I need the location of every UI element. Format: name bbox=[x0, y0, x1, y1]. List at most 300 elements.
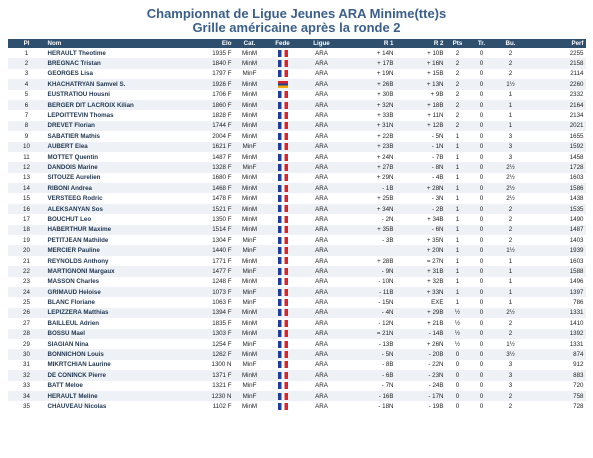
round-2-result: - 8N bbox=[396, 162, 446, 172]
player-name-link[interactable]: SITOUZE Aurelien bbox=[46, 173, 194, 183]
elo-cell: 1487 F bbox=[194, 152, 234, 162]
player-name-link[interactable]: MASSON Charles bbox=[46, 277, 194, 287]
federation-flag-icon bbox=[278, 237, 288, 244]
league-cell: ARA bbox=[300, 100, 344, 110]
round-1-result: - 18N bbox=[344, 401, 396, 411]
rank-cell: 24 bbox=[8, 287, 46, 297]
rank-cell: 6 bbox=[8, 100, 46, 110]
federation-cell bbox=[266, 152, 300, 162]
federation-cell bbox=[266, 131, 300, 141]
elo-cell: 1303 F bbox=[194, 329, 234, 339]
points-cell: 1 bbox=[446, 152, 470, 162]
round-1-result: + 34N bbox=[344, 204, 396, 214]
category-cell: MinM bbox=[234, 173, 266, 183]
tiebreak-tr-cell: 0 bbox=[470, 162, 494, 172]
player-name-link[interactable]: BREGNAC Tristan bbox=[46, 58, 194, 68]
round-1-result: - 2N bbox=[344, 214, 396, 224]
federation-flag-icon bbox=[278, 143, 288, 150]
buchholz-cell: 2 bbox=[494, 329, 528, 339]
tiebreak-tr-cell: 0 bbox=[470, 370, 494, 380]
performance-cell: 912 bbox=[528, 360, 586, 370]
points-cell: ½ bbox=[446, 308, 470, 318]
league-cell: ARA bbox=[300, 69, 344, 79]
federation-cell bbox=[266, 110, 300, 120]
round-2-result: - 5N bbox=[396, 131, 446, 141]
round-1-result: + 32N bbox=[344, 100, 396, 110]
player-name-link[interactable]: LEPOITTEVIN Thomas bbox=[46, 110, 194, 120]
federation-flag-icon bbox=[278, 164, 288, 171]
federation-cell bbox=[266, 235, 300, 245]
round-1-result: - 4N bbox=[344, 308, 396, 318]
points-cell: 1 bbox=[446, 162, 470, 172]
round-1-result: - 12N bbox=[344, 318, 396, 328]
rank-cell: 13 bbox=[8, 173, 46, 183]
player-name-link[interactable]: EUSTRATIOU Housni bbox=[46, 90, 194, 100]
round-2-result: - 24B bbox=[396, 381, 446, 391]
col-header-r1[interactable]: R 1 bbox=[344, 39, 396, 48]
table-row bbox=[8, 69, 586, 79]
league-cell: ARA bbox=[300, 142, 344, 152]
player-name-link[interactable]: VERSTEEG Rodric bbox=[46, 193, 194, 203]
league-cell: ARA bbox=[300, 245, 344, 255]
buchholz-cell: 1 bbox=[494, 110, 528, 120]
rank-cell: 28 bbox=[8, 329, 46, 339]
elo-cell: 1254 F bbox=[194, 339, 234, 349]
round-1-result bbox=[344, 245, 396, 255]
table-row bbox=[8, 100, 586, 110]
round-2-result: + 31B bbox=[396, 266, 446, 276]
player-name-link[interactable]: BONNICHON Louis bbox=[46, 349, 194, 359]
player-name-link[interactable]: BAILLEUL Adrien bbox=[46, 318, 194, 328]
category-cell: MinF bbox=[234, 297, 266, 307]
player-name-link[interactable]: GRIMAUD Heloise bbox=[46, 287, 194, 297]
buchholz-cell: 1½ bbox=[494, 79, 528, 89]
tiebreak-tr-cell: 0 bbox=[470, 266, 494, 276]
elo-cell: 1477 F bbox=[194, 266, 234, 276]
player-name-link[interactable]: MOTTET Quentin bbox=[46, 152, 194, 162]
federation-cell bbox=[266, 370, 300, 380]
points-cell: 2 bbox=[446, 69, 470, 79]
round-2-result: + 11N bbox=[396, 110, 446, 120]
buchholz-cell: 3½ bbox=[494, 349, 528, 359]
points-cell: 1 bbox=[446, 256, 470, 266]
round-1-result: + 30B bbox=[344, 90, 396, 100]
round-2-result: + 12B bbox=[396, 121, 446, 131]
tiebreak-tr-cell: 0 bbox=[470, 193, 494, 203]
buchholz-cell: 2 bbox=[494, 401, 528, 411]
player-name-link[interactable]: BOUCHUT Leo bbox=[46, 214, 194, 224]
player-name-link[interactable]: BATT Meloe bbox=[46, 381, 194, 391]
buchholz-cell: 2 bbox=[494, 235, 528, 245]
col-header-r2[interactable]: R 2 bbox=[396, 39, 446, 48]
league-cell: ARA bbox=[300, 79, 344, 89]
round-1-result: - 10N bbox=[344, 277, 396, 287]
col-header-perf[interactable]: Perf bbox=[528, 39, 586, 48]
table-row bbox=[8, 183, 586, 193]
federation-cell bbox=[266, 90, 300, 100]
league-cell: ARA bbox=[300, 48, 344, 58]
tiebreak-tr-cell: 0 bbox=[470, 318, 494, 328]
round-1-result: - 13B bbox=[344, 339, 396, 349]
category-cell: MinM bbox=[234, 48, 266, 58]
points-cell: 1 bbox=[446, 277, 470, 287]
buchholz-cell: 2 bbox=[494, 214, 528, 224]
elo-cell: 1304 F bbox=[194, 235, 234, 245]
buchholz-cell: 2 bbox=[494, 58, 528, 68]
round-2-result: + 35N bbox=[396, 235, 446, 245]
tiebreak-tr-cell: 0 bbox=[470, 235, 494, 245]
round-2-result: + 21B bbox=[396, 318, 446, 328]
col-header-ligue[interactable]: Ligue bbox=[300, 39, 344, 48]
elo-cell: 1262 F bbox=[194, 349, 234, 359]
round-1-result: + 35B bbox=[344, 225, 396, 235]
rank-cell: 32 bbox=[8, 370, 46, 380]
league-cell: ARA bbox=[300, 381, 344, 391]
buchholz-cell: 1 bbox=[494, 287, 528, 297]
round-2-result: - 17N bbox=[396, 391, 446, 401]
round-1-result: + 14N bbox=[344, 48, 396, 58]
player-name-link[interactable]: HERAULT Theotime bbox=[46, 48, 194, 58]
round-1-result: + 23B bbox=[344, 142, 396, 152]
elo-cell: 1394 F bbox=[194, 308, 234, 318]
league-cell: ARA bbox=[300, 277, 344, 287]
player-name-link[interactable]: AUBERT Elea bbox=[46, 142, 194, 152]
league-cell: ARA bbox=[300, 183, 344, 193]
performance-cell: 1588 bbox=[528, 266, 586, 276]
league-cell: ARA bbox=[300, 391, 344, 401]
league-cell: ARA bbox=[300, 308, 344, 318]
federation-cell bbox=[266, 79, 300, 89]
table-row bbox=[8, 204, 586, 214]
round-2-result: - 2B bbox=[396, 204, 446, 214]
round-1-result: - 11B bbox=[344, 287, 396, 297]
buchholz-cell: 2½ bbox=[494, 193, 528, 203]
federation-cell bbox=[266, 266, 300, 276]
federation-flag-icon bbox=[278, 403, 288, 410]
points-cell: 1 bbox=[446, 183, 470, 193]
player-name-link[interactable]: DE CONINCK Pierre bbox=[46, 370, 194, 380]
federation-cell bbox=[266, 308, 300, 318]
player-name-link[interactable]: BERGER DIT LACROIX Kilian bbox=[46, 100, 194, 110]
table-row bbox=[8, 48, 586, 58]
points-cell: 1 bbox=[446, 225, 470, 235]
col-header-pl[interactable]: Pl bbox=[8, 39, 46, 48]
round-1-result: + 19N bbox=[344, 69, 396, 79]
round-2-result: - 7B bbox=[396, 152, 446, 162]
category-cell: MinM bbox=[234, 214, 266, 224]
category-cell: MinM bbox=[234, 308, 266, 318]
points-cell: 0 bbox=[446, 401, 470, 411]
federation-flag-icon bbox=[278, 216, 288, 223]
tiebreak-tr-cell: 0 bbox=[470, 381, 494, 391]
tiebreak-tr-cell: 0 bbox=[470, 225, 494, 235]
league-cell: ARA bbox=[300, 90, 344, 100]
round-1-result: + 28B bbox=[344, 256, 396, 266]
elo-cell: 1328 F bbox=[194, 162, 234, 172]
round-2-result: - 14B bbox=[396, 329, 446, 339]
federation-cell bbox=[266, 142, 300, 152]
performance-cell: 1331 bbox=[528, 308, 586, 318]
league-cell: ARA bbox=[300, 131, 344, 141]
player-name-link[interactable]: PETITJEAN Mathilde bbox=[46, 235, 194, 245]
player-name-link[interactable]: LEPIZZERA Matthias bbox=[46, 308, 194, 318]
table-row bbox=[8, 329, 586, 339]
elo-cell: 1073 F bbox=[194, 287, 234, 297]
category-cell: MinM bbox=[234, 131, 266, 141]
rank-cell: 26 bbox=[8, 308, 46, 318]
table-row bbox=[8, 391, 586, 401]
federation-cell bbox=[266, 58, 300, 68]
federation-cell bbox=[266, 193, 300, 203]
buchholz-cell: 2½ bbox=[494, 173, 528, 183]
rank-cell: 20 bbox=[8, 245, 46, 255]
rank-cell: 7 bbox=[8, 110, 46, 120]
tiebreak-tr-cell: 0 bbox=[470, 152, 494, 162]
col-header-cat[interactable]: Cat. bbox=[234, 39, 266, 48]
player-name-link[interactable]: DREVET Florian bbox=[46, 121, 194, 131]
points-cell: 1 bbox=[446, 297, 470, 307]
round-2-result: + 28N bbox=[396, 183, 446, 193]
round-1-result: + 27B bbox=[344, 162, 396, 172]
tiebreak-tr-cell: 0 bbox=[470, 349, 494, 359]
round-1-result: - 9N bbox=[344, 266, 396, 276]
performance-cell: 728 bbox=[528, 401, 586, 411]
player-name-link[interactable]: KHACHATRYAN Samvel S. bbox=[46, 79, 194, 89]
league-cell: ARA bbox=[300, 329, 344, 339]
elo-cell: 1521 F bbox=[194, 204, 234, 214]
tiebreak-tr-cell: 0 bbox=[470, 214, 494, 224]
tiebreak-tr-cell: 0 bbox=[470, 183, 494, 193]
performance-cell: 1603 bbox=[528, 173, 586, 183]
federation-flag-icon bbox=[278, 91, 288, 98]
tiebreak-tr-cell: 0 bbox=[470, 79, 494, 89]
round-1-result: - 15N bbox=[344, 297, 396, 307]
rank-cell: 5 bbox=[8, 90, 46, 100]
rank-cell: 18 bbox=[8, 225, 46, 235]
player-name-link[interactable]: MARTIGNONI Margaux bbox=[46, 266, 194, 276]
tiebreak-tr-cell: 0 bbox=[470, 297, 494, 307]
league-cell: ARA bbox=[300, 256, 344, 266]
table-row bbox=[8, 256, 586, 266]
elo-cell: 1102 F bbox=[194, 401, 234, 411]
tiebreak-tr-cell: 0 bbox=[470, 173, 494, 183]
federation-flag-icon bbox=[278, 102, 288, 109]
player-name-link[interactable]: ALEKSANYAN Sos bbox=[46, 204, 194, 214]
points-cell: 2 bbox=[446, 110, 470, 120]
federation-flag-icon bbox=[278, 226, 288, 233]
performance-cell: 1458 bbox=[528, 152, 586, 162]
category-cell: MinM bbox=[234, 256, 266, 266]
tiebreak-tr-cell: 0 bbox=[470, 401, 494, 411]
performance-cell: 2114 bbox=[528, 69, 586, 79]
elo-cell: 1744 F bbox=[194, 121, 234, 131]
buchholz-cell: 3 bbox=[494, 370, 528, 380]
round-2-result: + 10B bbox=[396, 48, 446, 58]
table-row bbox=[8, 131, 586, 141]
league-cell: ARA bbox=[300, 204, 344, 214]
player-name-link[interactable]: DANDOIS Marine bbox=[46, 162, 194, 172]
elo-cell: 1230 N bbox=[194, 391, 234, 401]
player-name-link[interactable]: SABATIER Mathis bbox=[46, 131, 194, 141]
federation-flag-icon bbox=[278, 309, 288, 316]
performance-cell: 786 bbox=[528, 297, 586, 307]
tiebreak-tr-cell: 0 bbox=[470, 308, 494, 318]
league-cell: ARA bbox=[300, 121, 344, 131]
player-name-link[interactable]: SIAGIAN Nina bbox=[46, 339, 194, 349]
round-2-result: + 26N bbox=[396, 339, 446, 349]
performance-cell: 1655 bbox=[528, 131, 586, 141]
player-name-link[interactable]: BLANC Floriane bbox=[46, 297, 194, 307]
col-header-nom[interactable]: Nom bbox=[46, 39, 194, 48]
points-cell: 1 bbox=[446, 245, 470, 255]
performance-cell: 1728 bbox=[528, 162, 586, 172]
elo-cell: 1321 F bbox=[194, 381, 234, 391]
performance-cell: 1603 bbox=[528, 256, 586, 266]
elo-cell: 1478 F bbox=[194, 193, 234, 203]
player-name-link[interactable]: REYNOLDS Anthony bbox=[46, 256, 194, 266]
federation-cell bbox=[266, 287, 300, 297]
tiebreak-tr-cell: 0 bbox=[470, 256, 494, 266]
league-cell: ARA bbox=[300, 225, 344, 235]
table-row bbox=[8, 79, 586, 89]
federation-flag-icon bbox=[278, 330, 288, 337]
performance-cell: 2134 bbox=[528, 110, 586, 120]
table-row bbox=[8, 235, 586, 245]
round-1-result: + 26B bbox=[344, 79, 396, 89]
performance-cell: 1535 bbox=[528, 204, 586, 214]
category-cell: MinF bbox=[234, 142, 266, 152]
table-row bbox=[8, 297, 586, 307]
federation-flag-icon bbox=[278, 361, 288, 368]
rank-cell: 15 bbox=[8, 193, 46, 203]
points-cell: 0 bbox=[446, 381, 470, 391]
federation-flag-icon bbox=[278, 289, 288, 296]
player-name-link[interactable]: CHAUVEAU Nicolas bbox=[46, 401, 194, 411]
federation-cell bbox=[266, 69, 300, 79]
category-cell: MinF bbox=[234, 245, 266, 255]
category-cell: MinM bbox=[234, 370, 266, 380]
category-cell: MinM bbox=[234, 58, 266, 68]
rank-cell: 31 bbox=[8, 360, 46, 370]
elo-cell: 1840 F bbox=[194, 58, 234, 68]
performance-cell: 720 bbox=[528, 381, 586, 391]
federation-flag-icon bbox=[278, 351, 288, 358]
player-name-link[interactable]: BOSSU Mael bbox=[46, 329, 194, 339]
rank-cell: 4 bbox=[8, 79, 46, 89]
rank-cell: 1 bbox=[8, 48, 46, 58]
rank-cell: 12 bbox=[8, 162, 46, 172]
buchholz-cell: 1 bbox=[494, 121, 528, 131]
buchholz-cell: 2 bbox=[494, 204, 528, 214]
buchholz-cell: 1 bbox=[494, 297, 528, 307]
round-2-result: EXE bbox=[396, 297, 446, 307]
league-cell: ARA bbox=[300, 349, 344, 359]
category-cell: MinM bbox=[234, 79, 266, 89]
points-cell: 1 bbox=[446, 173, 470, 183]
federation-flag-icon bbox=[278, 195, 288, 202]
performance-cell: 2164 bbox=[528, 100, 586, 110]
round-2-result: - 19B bbox=[396, 401, 446, 411]
round-2-result: + 34B bbox=[396, 214, 446, 224]
rank-cell: 10 bbox=[8, 142, 46, 152]
rank-cell: 21 bbox=[8, 256, 46, 266]
elo-cell: 1860 F bbox=[194, 100, 234, 110]
federation-flag-icon bbox=[278, 299, 288, 306]
col-header-fede[interactable]: Fede bbox=[266, 39, 300, 48]
table-row bbox=[8, 110, 586, 120]
col-header-pts[interactable]: Pts bbox=[446, 39, 470, 48]
category-cell: MinM bbox=[234, 349, 266, 359]
federation-cell bbox=[266, 204, 300, 214]
federation-cell bbox=[266, 225, 300, 235]
league-cell: ARA bbox=[300, 370, 344, 380]
player-name-link[interactable]: MIKRTCHIAN Laurine bbox=[46, 360, 194, 370]
federation-cell bbox=[266, 381, 300, 391]
rank-cell: 34 bbox=[8, 391, 46, 401]
elo-cell: 1706 F bbox=[194, 90, 234, 100]
rank-cell: 17 bbox=[8, 214, 46, 224]
rank-cell: 23 bbox=[8, 277, 46, 287]
points-cell: 2 bbox=[446, 79, 470, 89]
round-2-result: + 13N bbox=[396, 79, 446, 89]
performance-cell: 2255 bbox=[528, 48, 586, 58]
points-cell: 2 bbox=[446, 100, 470, 110]
table-row bbox=[8, 266, 586, 276]
federation-flag-icon bbox=[278, 81, 288, 88]
buchholz-cell: 1 bbox=[494, 100, 528, 110]
buchholz-cell: 3 bbox=[494, 360, 528, 370]
player-name-link[interactable]: GEORGES Lisa bbox=[46, 69, 194, 79]
points-cell: ½ bbox=[446, 339, 470, 349]
table-row bbox=[8, 277, 586, 287]
buchholz-cell: 1 bbox=[494, 277, 528, 287]
category-cell: MinM bbox=[234, 183, 266, 193]
col-header-tr[interactable]: Tr. bbox=[470, 39, 494, 48]
table-row bbox=[8, 225, 586, 235]
category-cell: MinF bbox=[234, 266, 266, 276]
federation-cell bbox=[266, 48, 300, 58]
player-name-link[interactable]: HERAULT Meline bbox=[46, 391, 194, 401]
round-2-result: + 32B bbox=[396, 277, 446, 287]
performance-cell: 1403 bbox=[528, 235, 586, 245]
performance-cell: 2158 bbox=[528, 58, 586, 68]
table-row bbox=[8, 349, 586, 359]
player-name-link[interactable]: HABERTHUR Maxime bbox=[46, 225, 194, 235]
tiebreak-tr-cell: 0 bbox=[470, 329, 494, 339]
federation-flag-icon bbox=[278, 278, 288, 285]
performance-cell: 1438 bbox=[528, 193, 586, 203]
rank-cell: 29 bbox=[8, 339, 46, 349]
round-2-result: + 33N bbox=[396, 287, 446, 297]
performance-cell: 1487 bbox=[528, 225, 586, 235]
federation-cell bbox=[266, 162, 300, 172]
buchholz-cell: 1½ bbox=[494, 245, 528, 255]
table-row bbox=[8, 142, 586, 152]
player-name-link[interactable]: MERCIER Pauline bbox=[46, 245, 194, 255]
col-header-bu[interactable]: Bu. bbox=[494, 39, 528, 48]
buchholz-cell: 2 bbox=[494, 391, 528, 401]
buchholz-cell: 2½ bbox=[494, 162, 528, 172]
points-cell: 1 bbox=[446, 131, 470, 141]
performance-cell: 1331 bbox=[528, 339, 586, 349]
league-cell: ARA bbox=[300, 152, 344, 162]
buchholz-cell: 3 bbox=[494, 142, 528, 152]
federation-flag-icon bbox=[278, 154, 288, 161]
round-1-result: - 5N bbox=[344, 349, 396, 359]
col-header-elo[interactable]: Elo bbox=[194, 39, 234, 48]
performance-cell: 1392 bbox=[528, 329, 586, 339]
player-name-link[interactable]: RIBONI Andrea bbox=[46, 183, 194, 193]
